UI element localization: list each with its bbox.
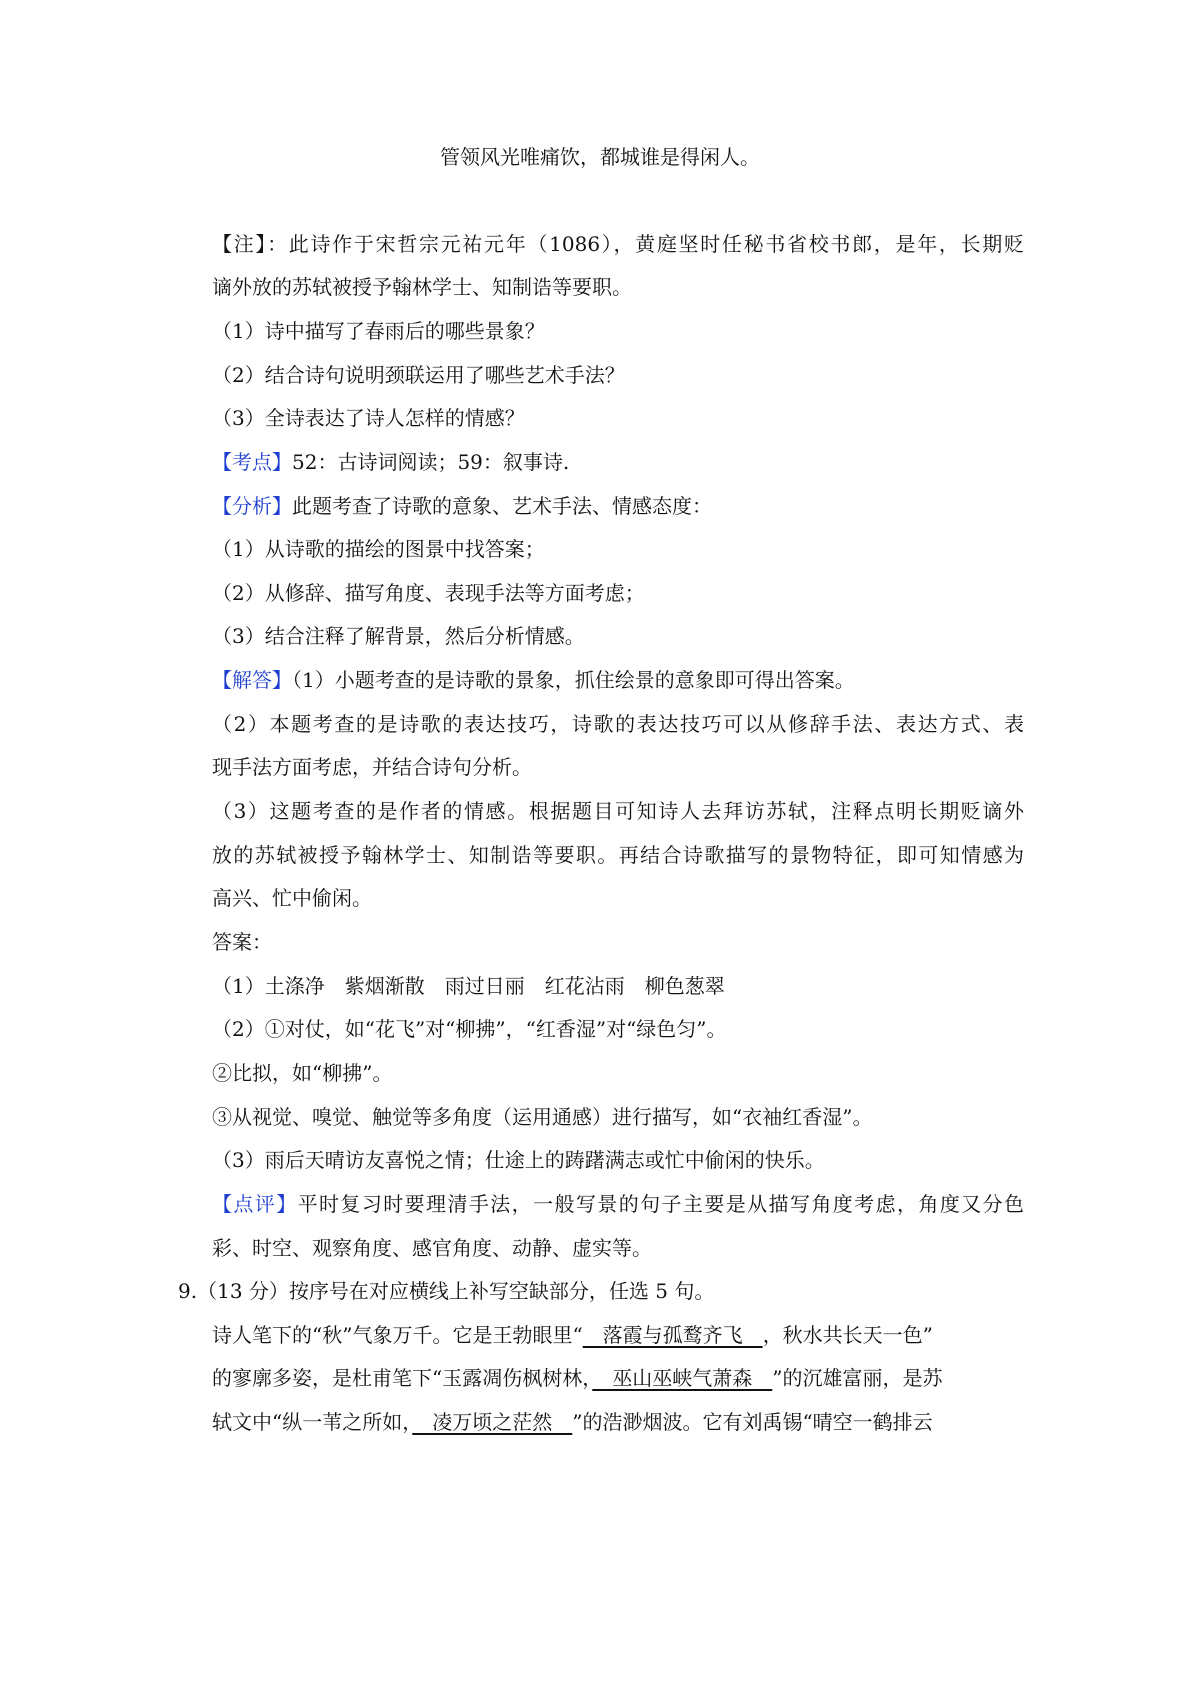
dianping-line-2: 彩、时空、观察角度、感官角度、动静、虚实等。 [212, 1236, 652, 1260]
q9-blank-2: 巫山巫峡气萧森 [592, 1366, 773, 1390]
q9-line-2-text-a: 的寥廓多姿，是杜甫笔下“玉露凋伤枫树林， [212, 1366, 593, 1390]
answer-label: 答案： [212, 930, 272, 954]
jieda-p2-line-1: （2）本题考查的是诗歌的表达技巧，诗歌的表达技巧可以从修辞手法、表达方式、表 [212, 712, 1024, 736]
answer-3: （3）雨后天晴访友喜悦之情；仕途上的踌躇满志或忙中偷闲的快乐。 [212, 1148, 825, 1172]
q9-line-3 [212, 1407, 1024, 1437]
answer-2c: ③从视觉、嗅觉、触觉等多角度（运用通感）进行描写，如“衣袖红香湿”。 [212, 1105, 873, 1129]
kaodian-text: 52：古诗词阅读；59：叙事诗. [292, 450, 570, 474]
fenxi-item-3: （3）结合注释了解背景，然后分析情感。 [212, 624, 585, 648]
jieda-p2-line-2: 现手法方面考虑，并结合诗句分析。 [212, 755, 532, 779]
kaodian-line [212, 447, 1024, 477]
q9-line-3-text-a: 轼文中“纵一苇之所如， [212, 1410, 413, 1434]
question-9-header [178, 1276, 1024, 1306]
answer-2b: ②比拟，如“柳拂”。 [212, 1061, 393, 1085]
dianping-tag: 【点评】 [212, 1192, 298, 1216]
note-line-2: 谪外放的苏轼被授予翰林学士、知制诰等要职。 [212, 275, 632, 299]
q9-line-1-text-b: ，秋水共长天一色” [762, 1323, 933, 1347]
question-9-text: （13 分）按序号在对应横线上补写空缺部分，任选 5 句。 [197, 1279, 715, 1303]
jieda-p3-line-2: 放的苏轼被授予翰林学士、知制诰等要职。再结合诗歌描写的景物特征，即可知情感为 [212, 843, 1024, 867]
jieda-tag: 【解答】 [212, 668, 292, 692]
answer-1: （1）土涤净 紫烟渐散 雨过日丽 红花沾雨 柳色葱翠 [212, 974, 725, 998]
jieda-p3-line-3: 高兴、忙中偷闲。 [212, 886, 372, 910]
fenxi-tag: 【分析】 [212, 494, 292, 518]
q9-line-2-text-b: ”的沉雄富丽，是苏 [772, 1366, 943, 1390]
answer-2: （2）①对仗，如“花飞”对“柳拂”，“红香湿”对“绿色匀”。 [212, 1017, 727, 1041]
q9-line-1-text-a: 诗人笔下的“秋”气象万千。它是王勃眼里“ [212, 1323, 583, 1347]
jieda-p3-line-1: （3）这题考查的是作者的情感。根据题目可知诗人去拜访苏轼，注释点明长期贬谪外 [212, 799, 1024, 823]
jieda-line [212, 665, 1024, 695]
fenxi-line [212, 491, 1024, 521]
fenxi-item-2: （2）从修辞、描写角度、表现手法等方面考虑； [212, 581, 645, 605]
poem-last-line: 管领风光唯痛饮，都城谁是得闲人。 [440, 145, 760, 169]
q9-line-1 [212, 1320, 1024, 1350]
q9-line-2 [212, 1363, 1024, 1393]
question-2: （2）结合诗句说明颈联运用了哪些艺术手法？ [212, 363, 625, 387]
q9-line-3-text-b: ”的浩渺烟波。它有刘禹锡“晴空一鹤排云 [572, 1410, 933, 1434]
q9-blank-3: 凌万顷之茫然 [412, 1410, 573, 1434]
jieda-text: （1）小题考查的是诗歌的景象，抓住绘景的意象即可得出答案。 [292, 668, 855, 692]
question-9-number: 9. [178, 1279, 198, 1303]
q9-blank-1: 落霞与孤鹜齐飞 [582, 1323, 763, 1347]
note-line-1: 【注】：此诗作于宋哲宗元祐元年（1086），黄庭坚时任秘书省校书郎，是年，长期贬 [212, 232, 1024, 256]
dianping-text: 平时复习时要理清手法，一般写景的句子主要是从描写角度考虑，角度又分色 [297, 1192, 1025, 1216]
kaodian-tag: 【考点】 [212, 450, 292, 474]
fenxi-text: 此题考查了诗歌的意象、艺术手法、情感态度： [292, 494, 712, 518]
dianping-line-1 [212, 1189, 1024, 1219]
question-1: （1）诗中描写了春雨后的哪些景象？ [212, 319, 545, 343]
fenxi-item-1: （1）从诗歌的描绘的图景中找答案； [212, 537, 545, 561]
question-3: （3）全诗表达了诗人怎样的情感？ [212, 406, 525, 430]
